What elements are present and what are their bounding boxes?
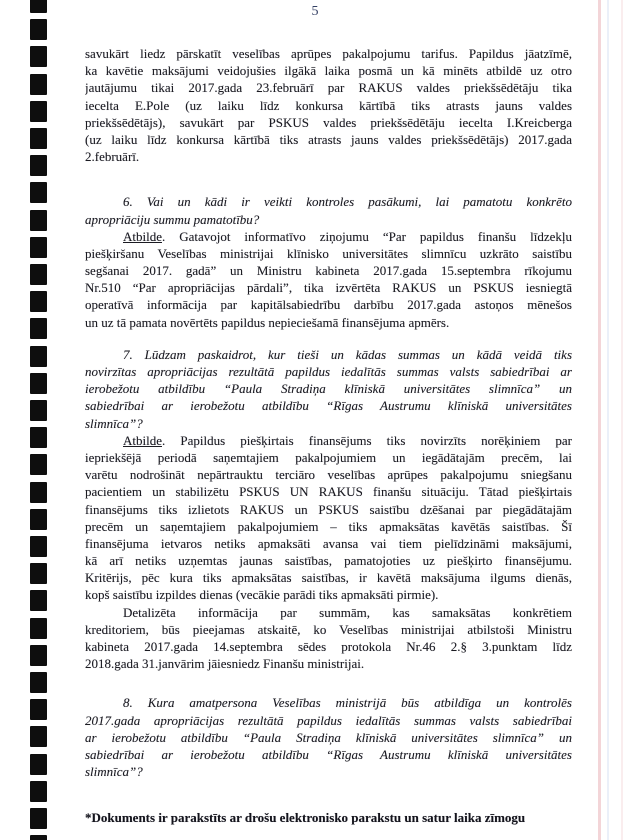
binder-hole-mark [30,291,47,312]
text-line: Nr.510 “Par apropriācijas pārdali”, tika izvērtēta RAKUS un PSKUS iesniegtā [85,280,572,296]
page-number: 5 [311,4,319,19]
text-line: ierobežotu atbildību “Paula Stradiņa klīniskā universitātes slimnīca” un [85,381,572,397]
binder-hole-mark [30,400,47,421]
text-line: 2017.gada apropriācijas rezultātā papildus iedalītās summas valsts sabiedrībai [85,712,572,728]
text-line: 6. Vai un kādi ir veikti kontroles pasākumi, lai pamatotu konkrēto [123,194,572,210]
binder-hole-mark [30,781,47,802]
text-line: novirzītas apropriācijas rezultātā papildus iedalītās summas valsts sabiedrībai ar [85,364,572,379]
text-line: 8. Kura amatpersona Veselības ministrijā būs atbildīga un kontrolēs [123,695,572,711]
answer-7-details [85,604,572,673]
text-line: finansējums tiks izlietots RAKUS un PSKUS saistību dzēšanai par piegādātajām [85,501,572,517]
scanner-streak [607,0,609,840]
answer-7 [85,432,572,604]
binder-hole-mark [30,590,47,611]
text-line: iecelta E.Pole (uz laiku līdz konkursa kārtībā tiks atrasts jauns valdes [85,97,572,113]
binder-hole-mark [30,237,47,258]
text-line: slimnīca”? [85,415,143,431]
text-line: finansējuma ietvaros netiks apmaksāti avansa vai tiem pielīdzināmi maksājumi, [85,535,572,551]
text-line: segšanai 2017. gadā” un Ministru kabineta 2017.gada 15.septembra rīkojumu [85,263,572,279]
document-text [85,45,572,780]
text-line: 2.februārī. [85,149,140,165]
binder-hole-mark [30,264,47,285]
text-line: Atbilde. Papildus piešķirtais finansējums tiks novirzīts norēķiniem par [123,432,572,448]
binder-hole-mark [30,699,47,720]
binder-hole-mark [30,182,47,203]
binder-hole-mark [30,754,47,775]
binder-hole-mark [30,454,47,475]
signature-footnote: *Dokuments ir parakstīts ar drošu elektronisko parakstu un satur laika zīmogu [85,810,526,825]
question-6 [85,193,572,227]
binder-hole-mark [30,46,47,67]
text-line: (uz laiku līdz konkursa kārtībā tiks atrasts jauns valdes priekšsēdētājs) 2017.gada [85,131,572,147]
question-8 [85,694,572,780]
text-line: ar ierobežotu atbildību “Paula Stradiņa klīniskā universitātes slimnīca” un [85,729,572,745]
binder-hole-mark [30,672,47,693]
binder-hole-mark [30,101,47,122]
binder-hole-mark [30,19,47,40]
answer-lead-word: Atbilde [123,228,162,244]
text-line: kopš saistību izpildes dienas (vecākie parādi tiks apmaksāti pirmie). [85,587,439,603]
text-line: precēm un saņemtajiem pakalpojumiem – tiks apmaksātas kavētās saistības. Šī [85,518,572,534]
continuation-paragraph [85,45,572,165]
binder-hole-mark [30,427,47,448]
text-line: operatīvā informācija par kapitālsabiedrību darbību 2017.gada astoņos mēnešos [85,297,572,313]
question-7 [85,346,572,432]
binder-hole-mark [30,0,47,13]
binder-hole-mark [30,210,47,231]
text-line: piešķiršanu Veselības ministrijai klīnisko universitātes slimnīcu uzkrāto saistību [85,245,572,261]
text-line: varētu nodrošināt nepārtrauktu terciāro veselības aprūpes pakalpojumu sniegšanu [85,467,572,483]
answer-6 [85,228,572,331]
text-line: pacientiem un stabilizētu PSKUS UN RAKUS finanšu situāciju. Tātad piešķirtais [85,484,572,500]
text-line: kreditoriem, būs pieejamas atskaitē, ko Veselības ministrijai atbilstoši Ministru [85,621,572,637]
binder-hole-mark [30,74,47,95]
text-line: jautājumu tikai 2017.gada 23.februārī par RAKUS valdes priekšsēdētāju tika [85,80,572,96]
text-line: Detalizēta informācija par summām, kas samaksātas konkrētiem [123,604,572,620]
text-line: kabineta 2017.gada 14.septembra sēdes protokola Nr.46 2.§ 3.punktam līdz [85,639,572,654]
text-line: priekšsēdētājs), savukārt par PSKUS valdes priekšsēdētāju iecelta I.Kreicberga [85,114,572,130]
binder-hole-mark [30,318,47,339]
binder-hole-mark [30,618,47,639]
binder-hole-mark [30,482,47,503]
text-line: un uz tā pamata novērtēts papildus nepieciešamā finansējuma apmērs. [85,314,450,330]
binder-hole-mark [30,563,47,584]
binder-hole-mark [30,128,47,149]
binder-hole-mark [30,373,47,394]
binder-hole-mark [30,346,47,367]
text-line: Kritērijs, pēc kura tiks apmaksātas saistības, ir kavētā maksājuma ilgums dienās, [85,570,572,586]
text-line: iepriekšējā periodā saņemtajiem pakalpojumiem un iegādātajām precēm, lai [85,449,572,465]
scanner-streak [598,0,601,840]
text-line: kā arī netiks uzņemtas jaunas saistības, pamatojoties uz piešķirto finansējumu. [85,553,572,569]
text-line: savukārt liedz pārskatīt veselības aprūpes pakalpojumu tarifus. Papildus jāatzīmē, [85,46,572,61]
text-line: 2018.gada 31.janvārim jāiesniedz Finanšu ministrijai. [85,656,365,672]
text-line: slimnīca”? [85,764,143,780]
text-line: sabiedrībai ar ierobežotu atbildību “Rīgas Austrumu klīniskā universitātes [85,746,572,762]
text-line: 7. Lūdzam paskaidrot, kur tieši un kādas summas un kādā veidā tiks [123,346,572,362]
binder-hole-mark [30,726,47,747]
binder-hole-mark [30,645,47,666]
text-line: sabiedrībai ar ierobežotu atbildību “Rīgas Austrumu klīniskā universitātes [85,398,572,414]
answer-lead-word: Atbilde [123,432,162,448]
text-line: ka kavētie maksājumi veidojušies ilgākā laika posmā un kā minēts atbildē uz otro [85,63,572,79]
binder-hole-mark [30,536,47,557]
binder-hole-mark [30,835,47,840]
text-line: apropriāciju summu pamatotību? [85,211,260,227]
binder-hole-mark [30,155,47,176]
scanner-streak [621,0,623,840]
text-line: Atbilde. Gatavojot informatīvo ziņojumu “Par papildus finanšu līdzekļu [123,228,572,244]
binder-hole-mark [30,808,47,829]
binder-hole-mark [30,509,47,530]
